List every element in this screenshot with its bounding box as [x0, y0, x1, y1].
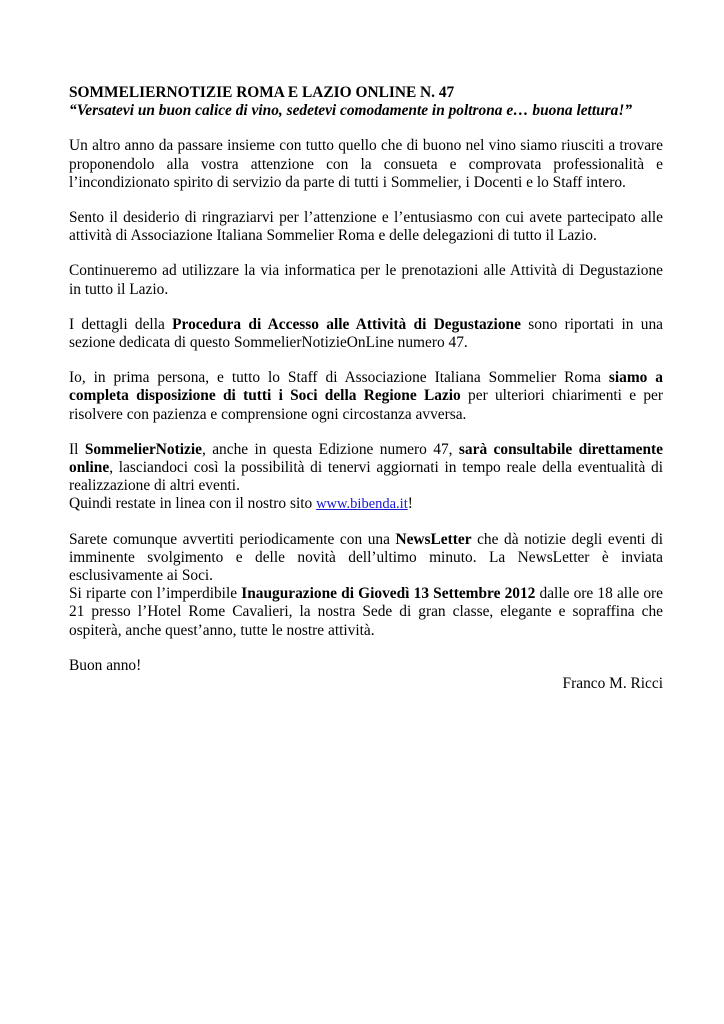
paragraph-text: dalle ore 18 alle ore 21 presso l’Hotel Rome Cavalieri, la nostra Sede di gran classe, elegante e sopraffina che ospiterà, anche quest’anno, tutte le nostre attività.: [69, 585, 663, 639]
closing-greeting: Buon anno!: [69, 656, 142, 674]
website-link[interactable]: www.bibenda.it: [316, 496, 408, 513]
document-page: [69, 84, 663, 693]
bold-text: NewsLetter: [395, 530, 472, 548]
paragraph-thanks: Sento il desiderio di ringraziarvi per l’attenzione e l’entusiasmo con cui avete partecipato alle attività di Associazione Italiana Sommelier Roma e delle delegazioni di tutto il Lazio.: [69, 209, 663, 245]
signature: Franco M. Ricci: [562, 675, 663, 693]
bold-text: Procedura di Accesso alle Attività di Degustazione: [172, 315, 521, 333]
document-title: SOMMELIERNOTIZIE ROMA E LAZIO ONLINE N. 47: [69, 84, 455, 101]
bold-text: SommelierNotizie: [84, 440, 202, 458]
paragraph-newsletter: [69, 531, 663, 586]
paragraph-text: Si riparte con l’imperdibile: [69, 585, 242, 603]
paragraph-procedure: [69, 316, 663, 352]
paragraph-text: Sarete comunque avvertiti periodicamente con una: [69, 530, 396, 548]
paragraph-online: [69, 441, 663, 496]
paragraph-website: [69, 495, 663, 513]
bold-text: siamo a completa disposizione di tutti i Soci della Regione Lazio: [69, 369, 663, 405]
document-subtitle: “Versatevi un buon calice di vino, sedetevi comodamente in poltrona e… buona lettura!”: [69, 102, 633, 120]
paragraph-text: !: [407, 495, 413, 513]
paragraph-text: Il: [69, 440, 85, 458]
paragraph-booking: Continueremo ad utilizzare la via informatica per le prenotazioni alle Attività di Degustazione in tutto il Lazio.: [69, 262, 663, 298]
paragraph-intro: Un altro anno da passare insieme con tutto quello che di buono nel vino siamo riusciti a trovare proponendolo alla vostra attenzione con la consueta e comprovata professionalità e l’incondizionato spirito di servizio da parte di tutti i Sommelier, i Docenti e lo Staff intero.: [69, 137, 663, 191]
paragraph-text: Io, in prima persona, e tutto lo Staff di Associazione Italiana Sommelier Roma: [69, 369, 609, 387]
paragraph-text: che dà notizie degli eventi di imminente svolgimento e delle novità dell’ultimo minuto. La NewsLetter è inviata esclusivamente ai Soci.: [69, 530, 663, 585]
bold-text: sarà consultabile direttamente online: [69, 440, 663, 477]
paragraph-text: , anche in questa Edizione numero 47,: [201, 440, 459, 458]
paragraph-inauguration: [69, 585, 663, 640]
paragraph-text: Quindi restate in linea con il nostro sito: [69, 495, 317, 513]
bold-text: Inaugurazione di Giovedì 13 Settembre 2012: [241, 585, 536, 603]
paragraph-staff: [69, 369, 663, 424]
paragraph-text: , lasciandoci così la possibilità di tenervi aggiornati in tempo reale della eventualità di realizzazione di altri eventi.: [69, 459, 663, 495]
paragraph-text: per ulteriori chiarimenti e per risolvere con pazienza e comprensione ogni circostanza avversa.: [69, 387, 663, 423]
paragraph-text: I dettagli della: [69, 315, 173, 333]
paragraph-text: sono riportati in una sezione dedicata di questo SommelierNotizieOnLine numero 47.: [69, 315, 663, 352]
